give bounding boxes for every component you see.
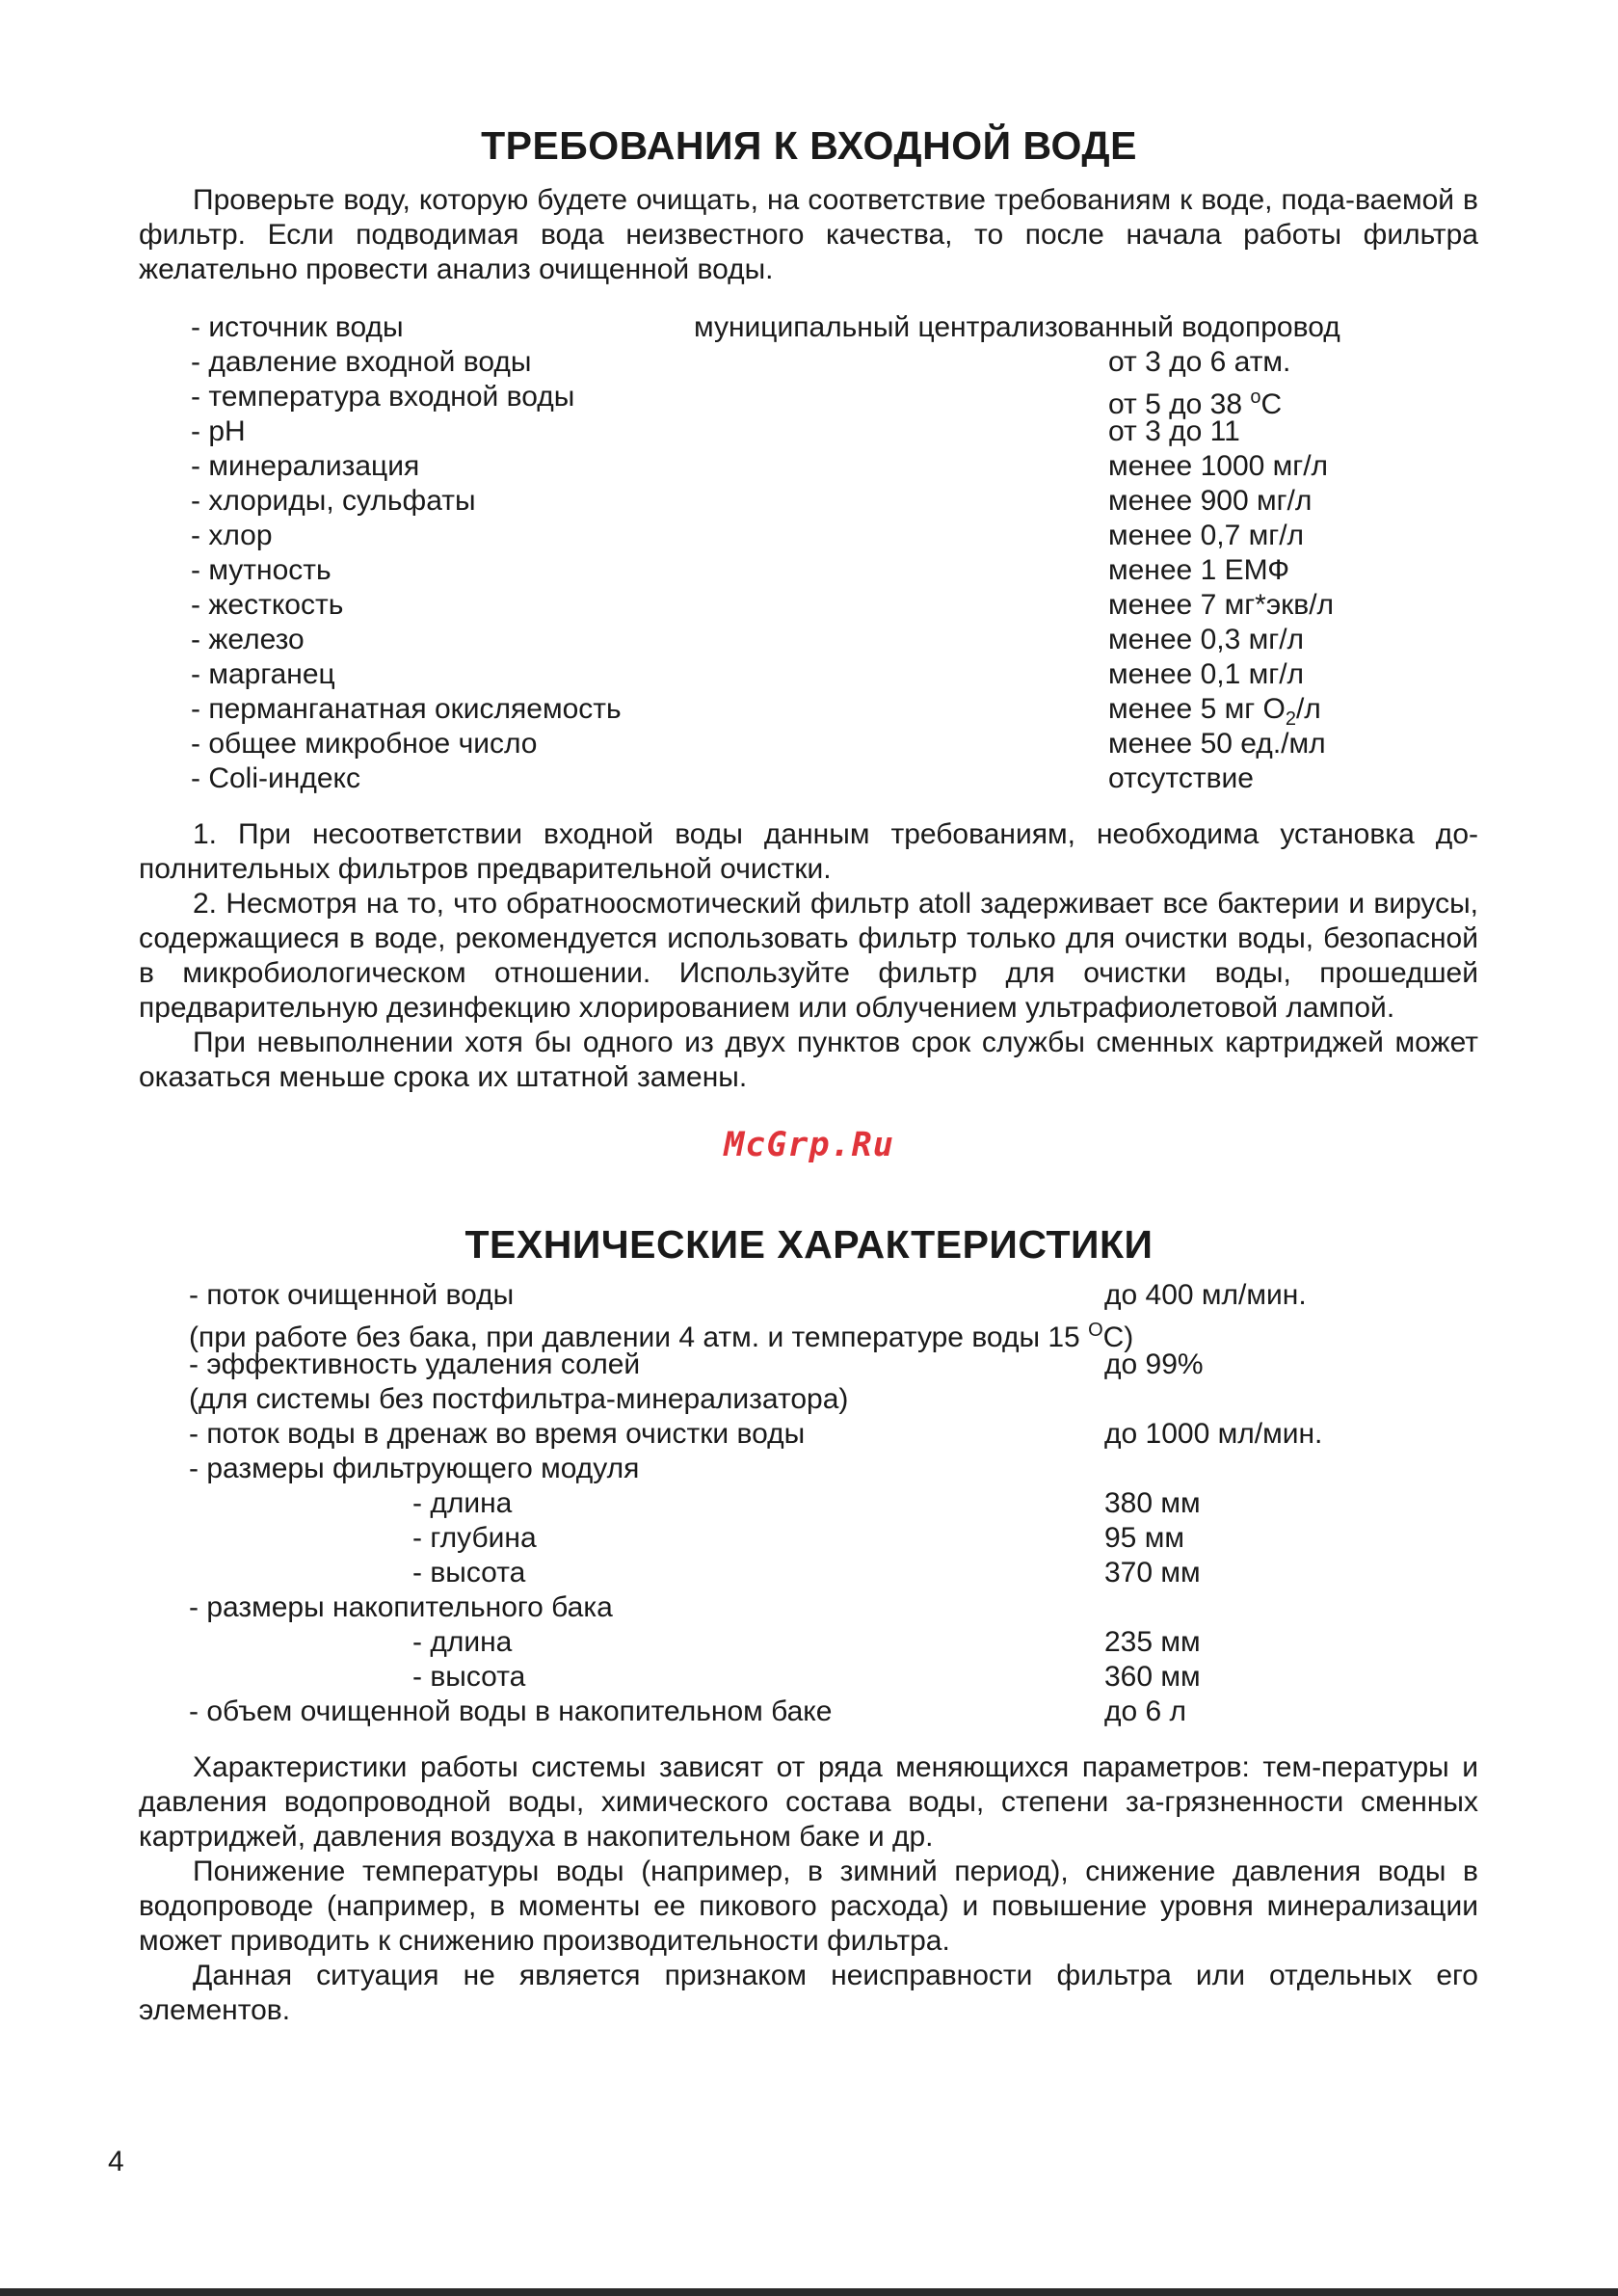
spec-label: - высота xyxy=(412,1661,526,1693)
requirement-value-text: менее 50 ед./мл xyxy=(1108,728,1326,760)
closing-paragraphs xyxy=(139,1750,1478,2028)
spec-value: 360 мм xyxy=(1104,1661,1201,1693)
requirement-value-unit: /л xyxy=(1295,693,1321,725)
spec-label: - глубина xyxy=(412,1522,537,1554)
requirement-value-text: менее 5 мг О xyxy=(1108,693,1286,725)
requirement-label: - перманганатная окисляемость xyxy=(191,693,622,725)
list-item xyxy=(189,1695,1442,1729)
list-item xyxy=(191,588,1444,623)
section-title-input-water: ТРЕБОВАНИЯ К ВХОДНОЙ ВОДЕ xyxy=(481,123,1137,168)
requirement-label: - мутность xyxy=(191,554,332,586)
list-item xyxy=(191,692,1444,730)
list-item xyxy=(189,1625,1442,1660)
list-item xyxy=(189,1382,1442,1417)
list-item xyxy=(189,1590,1442,1625)
spec-value: до 99% xyxy=(1104,1348,1204,1380)
requirement-value xyxy=(1108,414,1240,449)
page-number: 4 xyxy=(108,2146,124,2177)
spec-note-text: (при работе без бака, при давлении 4 атм. и температуре воды 15 xyxy=(189,1322,1080,1353)
requirement-value xyxy=(1108,657,1304,692)
list-item xyxy=(191,657,1444,692)
requirement-value xyxy=(1108,484,1312,519)
tech-specs-head xyxy=(189,1278,1442,1353)
requirement-value xyxy=(1108,553,1289,588)
spec-label: - поток очищенной воды xyxy=(189,1279,515,1311)
watermark: McGrp.Ru xyxy=(724,1126,894,1164)
spec-value: 95 мм xyxy=(1104,1522,1184,1554)
requirement-value-text: менее 900 мг/л xyxy=(1108,485,1313,517)
requirement-value-text: менее 0,3 мг/л xyxy=(1108,624,1305,655)
section-title-tech-specs: ТЕХНИЧЕСКИЕ ХАРАКТЕРИСТИКИ xyxy=(464,1222,1154,1267)
spec-value: до 400 мл/мин. xyxy=(1104,1279,1307,1311)
requirement-label: - pH xyxy=(191,415,246,447)
note-3: При невыполнении хотя бы одного из двух пунктов срок службы сменных картриджей может оказаться меньше срока их штатной замены. xyxy=(139,1027,1478,1093)
spec-value: 380 мм xyxy=(1104,1487,1201,1519)
list-item xyxy=(191,414,1444,449)
requirement-value xyxy=(1108,588,1334,623)
requirement-value-text: менее 0,7 мг/л xyxy=(1108,520,1305,551)
list-item xyxy=(189,1486,1442,1521)
requirement-label: - источник воды xyxy=(191,311,404,343)
requirement-value-text: менее 1000 мг/л xyxy=(1108,450,1329,482)
tech-specs-list xyxy=(189,1348,1442,1729)
requirement-value xyxy=(1108,519,1304,553)
list-item xyxy=(189,1348,1442,1382)
list-item xyxy=(189,1417,1442,1452)
spec-value: 370 мм xyxy=(1104,1557,1201,1589)
requirement-value xyxy=(1108,449,1328,484)
requirement-value-unit: С xyxy=(1260,388,1283,420)
list-item xyxy=(191,484,1444,519)
requirement-value-text: менее 7 мг*экв/л xyxy=(1108,589,1335,621)
list-item xyxy=(189,1313,1442,1353)
list-item xyxy=(191,761,1444,796)
closing-paragraph-3: Данная ситуация не является признаком неисправности фильтра или отдельных его элементов. xyxy=(139,1960,1478,2026)
note-2: 2. Несмотря на то, что обратноосмотический фильтр atoll задерживает все бактерии и вирусы, содержащиеся в воде, рекомендуется использовать фильтр только для очистки воды, безопасной в микробиологическом отношении. Используйте фильтр для очистки воды, прошедшей предварительную дезинфекцию хлорированием или облучением ультрафиолетовой лампой. xyxy=(139,888,1478,1024)
requirement-label: - температура входной воды xyxy=(191,381,575,413)
requirement-label: - хлор xyxy=(191,520,273,551)
requirement-label: - общее микробное число xyxy=(191,728,538,760)
list-item xyxy=(191,449,1444,484)
requirement-value-text: от 3 до 11 xyxy=(1108,415,1240,447)
list-item xyxy=(189,1521,1442,1556)
requirement-value-text: от 3 до 6 атм. xyxy=(1108,346,1291,378)
closing-paragraph-1: Характеристики работы системы зависят от ряда меняющихся параметров: тем-пературы и давления водопроводной воды, химического состава воды, степени за-грязненности сменных картриджей, давления воздуха в накопительном баке и др. xyxy=(139,1751,1478,1853)
requirement-label: - железо xyxy=(191,624,305,655)
water-requirements-values xyxy=(191,345,1444,796)
requirement-label: - хлориды, сульфаты xyxy=(191,485,476,517)
degree-sign: о xyxy=(1250,387,1261,408)
spec-label: (для системы без постфильтра-минерализатора) xyxy=(189,1383,849,1415)
list-item xyxy=(189,1452,1442,1486)
degree-sign: О xyxy=(1088,1320,1103,1341)
spec-label: - размеры накопительного бака xyxy=(189,1591,613,1623)
requirement-label: - марганец xyxy=(191,658,335,690)
requirement-label: - Coli-индекс xyxy=(191,762,360,794)
spec-value: 235 мм xyxy=(1104,1626,1201,1658)
requirement-value xyxy=(1108,727,1326,761)
spec-label: - размеры фильтрующего модуля xyxy=(189,1453,640,1484)
spec-label: - высота xyxy=(412,1557,526,1589)
spec-label: - эффективность удаления солей xyxy=(189,1348,641,1380)
list-item xyxy=(191,345,1444,380)
intro-paragraph xyxy=(139,183,1478,287)
requirement-value-text: от 5 до 38 xyxy=(1108,388,1243,420)
subscript: 2 xyxy=(1285,708,1296,730)
list-item xyxy=(189,1278,1442,1313)
spec-label: - длина xyxy=(412,1626,513,1658)
list-item xyxy=(189,1660,1442,1695)
bottom-border xyxy=(0,2288,1618,2296)
notes-block xyxy=(139,817,1478,1095)
spec-label: - поток воды в дренаж во время очистки воды xyxy=(189,1418,806,1450)
list-item xyxy=(191,310,1444,345)
note-1: 1. При несоответствии входной воды данным требованиям, необходима установка до-полнительных фильтров предварительной очистки. xyxy=(139,818,1478,885)
spec-value: до 1000 мл/мин. xyxy=(1104,1418,1323,1450)
requirement-label: - давление входной воды xyxy=(191,346,532,378)
closing-paragraph-2: Понижение температуры воды (например, в зимний период), снижение давления воды в водопроводе (например, в моменты ее пикового расхода) и повышение уровня минерализации может приводить к снижению производительности фильтра. xyxy=(139,1855,1478,1957)
spec-label: - объем очищенной воды в накопительном баке xyxy=(189,1695,833,1727)
list-item xyxy=(191,623,1444,657)
requirement-value-text: менее 0,1 мг/л xyxy=(1108,658,1305,690)
water-requirements-list xyxy=(191,310,1444,345)
requirement-value-text: отсутствие xyxy=(1108,762,1254,794)
requirement-value xyxy=(1108,623,1304,657)
list-item xyxy=(191,519,1444,553)
requirement-value-text: менее 1 ЕМФ xyxy=(1108,554,1290,586)
requirement-label: - жесткость xyxy=(191,589,344,621)
list-item xyxy=(191,553,1444,588)
list-item xyxy=(189,1556,1442,1590)
requirement-value xyxy=(1108,761,1254,796)
requirement-value: муниципальный централизованный водопровод xyxy=(694,311,1340,343)
requirement-label: - минерализация xyxy=(191,450,420,482)
list-item xyxy=(191,380,1444,420)
spec-note-unit: С) xyxy=(1102,1322,1134,1353)
requirement-value xyxy=(1108,345,1290,380)
spec-value: до 6 л xyxy=(1104,1695,1187,1727)
spec-label: - длина xyxy=(412,1487,513,1519)
list-item xyxy=(191,727,1444,761)
intro-text: Проверьте воду, которую будете очищать, на соответствие требованиям к воде, пода-ваемой в фильтр. Если подводимая вода неизвестного качества, то после начала работы фильтра желательно провести анализ очищенной воды. xyxy=(139,184,1478,285)
